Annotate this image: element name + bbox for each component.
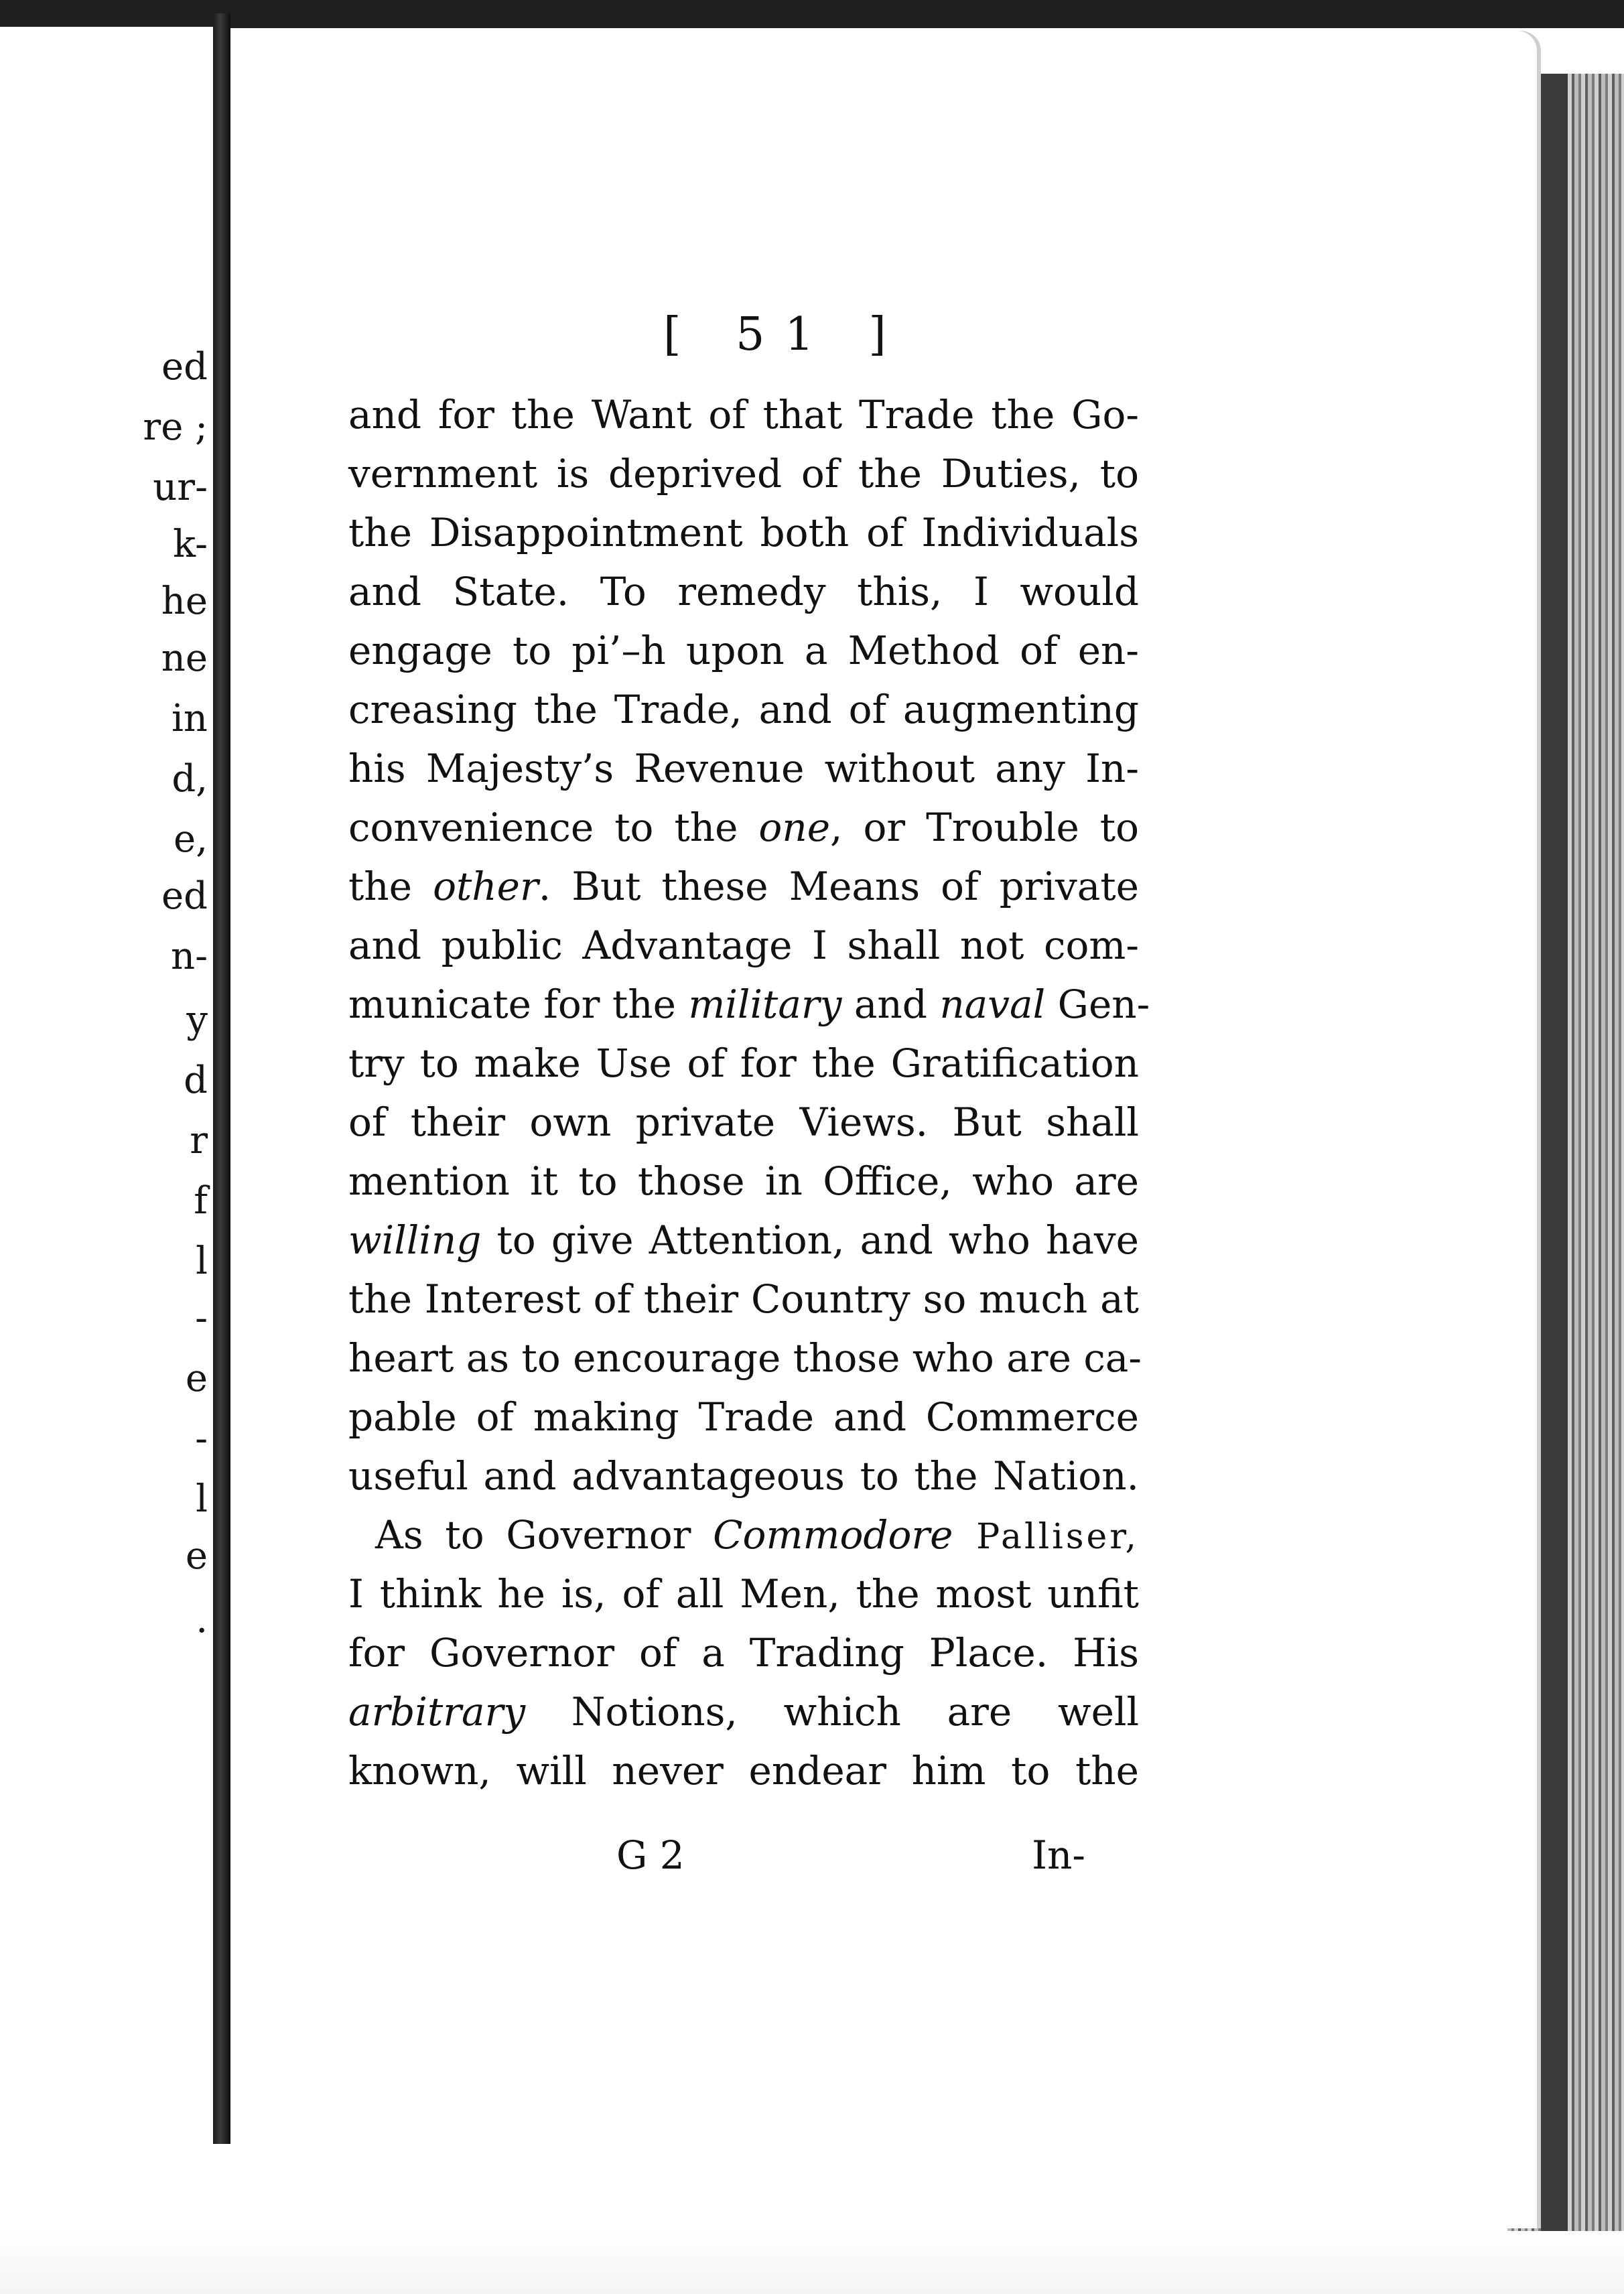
left-facing-page xyxy=(0,27,217,2104)
text-line: As to Governor Commodore Palliser, xyxy=(375,1512,1139,1558)
text-line: creasing the Trade, and of augmenting xyxy=(348,687,1139,732)
book-gutter xyxy=(213,13,230,2144)
page-block-shadow xyxy=(1541,74,1568,2294)
left-fragment: f xyxy=(194,1179,208,1223)
text-line: heart as to encourage those who are ca- xyxy=(348,1335,1142,1381)
left-fragment: l xyxy=(196,1239,208,1283)
left-fragment: . xyxy=(196,1598,208,1641)
italic-word: one xyxy=(758,805,831,850)
text-line: the other. But these Means of private xyxy=(348,864,1139,909)
text-line: engage to pi’–h upon a Method of en- xyxy=(348,628,1139,673)
signature-mark: G 2 xyxy=(616,1832,685,1878)
page-footer xyxy=(348,1832,1085,1879)
left-fragment: r xyxy=(190,1119,208,1162)
text-line: and for the Want of that Trade the Go- xyxy=(348,392,1139,437)
text-line: the Disappointment both of Individuals xyxy=(348,510,1139,555)
text-line: municate for the military and naval Gen- xyxy=(348,982,1150,1027)
page-number: [ 51 ] xyxy=(663,308,906,361)
text-line: pable of making Trade and Commerce xyxy=(348,1394,1139,1440)
left-fragment: e xyxy=(185,1357,208,1400)
left-fragment: l xyxy=(196,1477,208,1521)
italic-word: Commodore xyxy=(713,1512,953,1558)
left-fragment: d, xyxy=(172,757,208,801)
small-caps-name: Palliser, xyxy=(953,1517,1139,1557)
text-line: and public Advantage I shall not com- xyxy=(348,923,1139,968)
text-line: try to make Use of for the Gratification xyxy=(348,1040,1139,1086)
text-line: and State. To remedy this, I would xyxy=(348,569,1139,614)
left-fragment: ur- xyxy=(153,466,208,509)
left-fragment: d xyxy=(184,1059,208,1102)
text-line: mention it to those in Office, who are xyxy=(348,1158,1139,1204)
italic-word: willing xyxy=(348,1217,482,1263)
italic-word: naval xyxy=(939,982,1046,1027)
left-fragment: - xyxy=(195,1296,208,1340)
left-fragment: in xyxy=(172,697,208,740)
italic-word: military xyxy=(688,982,842,1027)
left-fragment: ne xyxy=(161,636,208,680)
left-fragment: e xyxy=(185,1534,208,1578)
text-line: the Interest of their Country so much at xyxy=(348,1276,1139,1322)
left-fragment: y xyxy=(186,998,208,1042)
text-line: of their own private Views. But shall xyxy=(348,1099,1139,1145)
catchword: In- xyxy=(1032,1832,1085,1878)
bottom-margin xyxy=(0,2231,1624,2294)
italic-word: other xyxy=(433,864,539,909)
left-fragment: - xyxy=(195,1417,208,1461)
left-fragment: k- xyxy=(173,523,208,566)
text-line: useful and advantageous to the Nation. xyxy=(348,1453,1139,1499)
text-line: convenience to the one, or Trouble to xyxy=(348,805,1139,850)
left-fragment: n- xyxy=(171,935,208,978)
top-dark-edge xyxy=(0,0,1624,28)
text-line: known, will never endear him to the xyxy=(348,1748,1139,1794)
text-line: his Majesty’s Revenue without any In- xyxy=(348,746,1139,791)
left-fragment: ed xyxy=(161,874,208,918)
left-fragment: he xyxy=(161,580,208,623)
body-text xyxy=(348,385,1150,1800)
left-fragment: ed xyxy=(161,345,208,389)
text-line: willing to give Attention, and who have xyxy=(348,1217,1139,1263)
left-fragment: e, xyxy=(174,817,208,861)
text-line: arbitrary Notions, which are well xyxy=(348,1689,1139,1735)
text-line: vernment is deprived of the Duties, to xyxy=(348,451,1139,496)
italic-word: arbitrary xyxy=(348,1689,526,1735)
text-line: for Governor of a Trading Place. His xyxy=(348,1630,1139,1676)
left-fragment: re ; xyxy=(143,405,208,449)
text-line: I think he is, of all Men, the most unfit xyxy=(348,1571,1139,1617)
